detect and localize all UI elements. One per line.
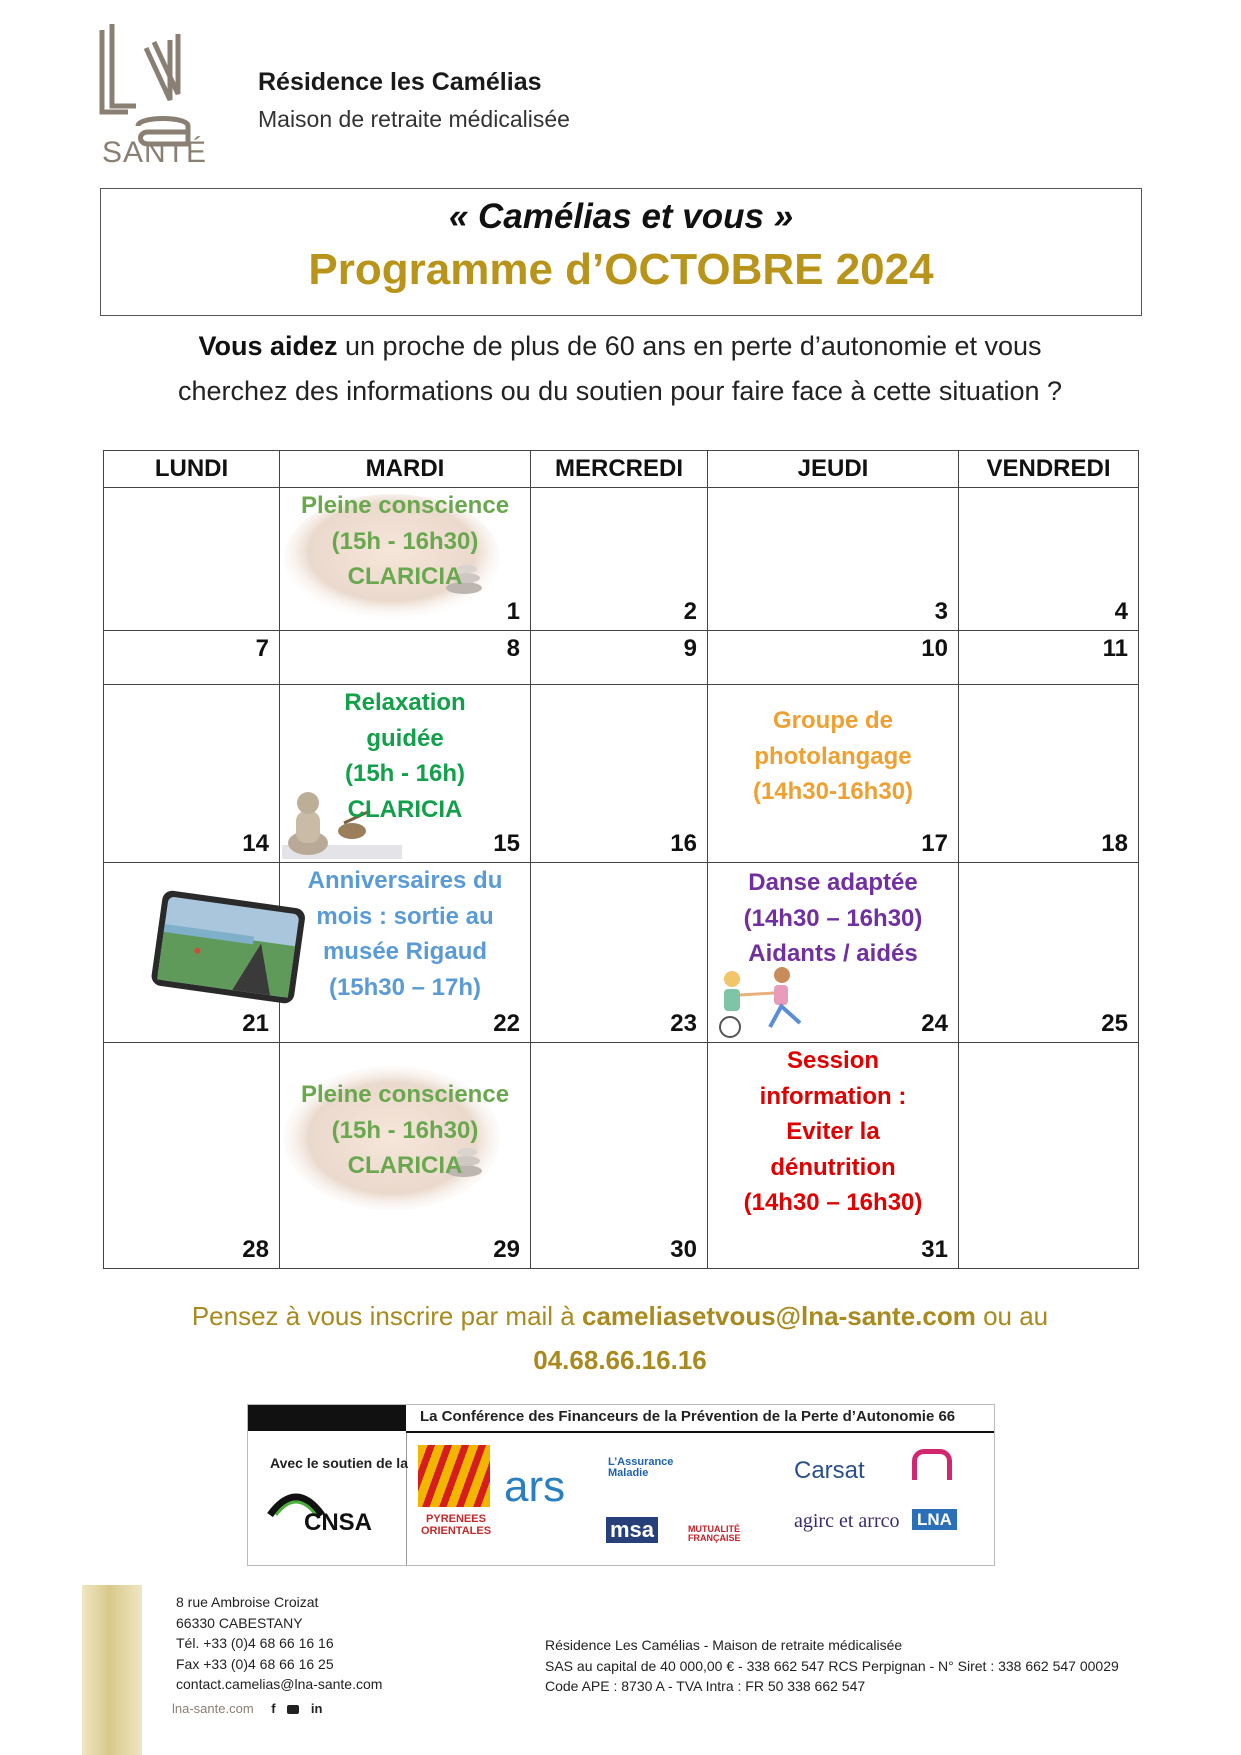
day-cell: [531, 1043, 708, 1269]
registration-text: [100, 1294, 1140, 1382]
day-header: MARDI: [280, 451, 531, 488]
program-title: Programme d’OCTOBRE 2024: [308, 245, 934, 294]
event-line: (15h30 – 17h): [328, 973, 482, 1001]
day-header: MERCREDI: [531, 451, 708, 488]
day-cell: [708, 488, 959, 631]
event-line: (15h - 16h30): [331, 1116, 479, 1144]
contact-email-link[interactable]: contact.camelias@lna-sante.com: [176, 1676, 383, 1692]
day-header: JEUDI: [708, 451, 959, 488]
day-cell: [280, 631, 531, 685]
legal-line: Code APE : 8730 A - TVA Intra : FR 50 338 662 547: [545, 1678, 866, 1694]
fax-line: Fax +33 (0)4 68 66 16 25: [176, 1655, 334, 1672]
event-line: (15h - 16h): [344, 760, 466, 787]
day-cell: [280, 685, 531, 863]
event-line: CLARICIA: [347, 563, 463, 590]
legal-line: Résidence Les Camélias - Maison de retraite médicalisée: [545, 1637, 903, 1653]
calendar-header-row: [104, 451, 1139, 488]
day-number: 17: [921, 830, 948, 857]
day-number: 21: [242, 1010, 269, 1037]
event-line: musée Rigaud: [322, 938, 488, 965]
day-number: 11: [1102, 635, 1128, 662]
event-photolangage: [708, 703, 958, 810]
title-box: [100, 188, 1142, 316]
day-cell: [531, 488, 708, 631]
event-line: dénutrition: [770, 1153, 896, 1181]
site-link[interactable]: lna-sante.com: [172, 1701, 254, 1716]
calendar-table: [103, 450, 1139, 1269]
event-line: mois : sortie au: [316, 902, 494, 930]
day-cell: [708, 1043, 959, 1269]
day-number: 3: [934, 598, 948, 625]
day-number: 14: [242, 830, 269, 857]
anah-logo-mark: [912, 1449, 952, 1480]
day-number: 10: [921, 635, 948, 662]
calendar-week: [104, 685, 1139, 863]
event-line: Relaxation: [344, 689, 466, 716]
footer-stripe: [82, 1585, 142, 1755]
day-cell: [708, 863, 959, 1043]
pyrenees-flag: [418, 1445, 490, 1507]
logo-carsat: Carsat: [794, 1457, 865, 1484]
day-cell: [959, 863, 1139, 1043]
day-number: 31: [921, 1236, 948, 1263]
intro-rest-2: cherchez des informations ou du soutien pour faire face à cette situation ?: [177, 376, 1063, 406]
day-header: LUNDI: [104, 451, 280, 488]
event-pleine-conscience: [280, 488, 530, 595]
banner-line: [406, 1431, 994, 1433]
event-line: (15h - 16h30): [331, 527, 479, 555]
event-line: Anniversaires du: [307, 867, 503, 894]
logo-cnsa: CNSA: [304, 1509, 373, 1536]
day-number: 18: [1101, 830, 1128, 857]
footer-legal: [545, 1635, 1119, 1697]
day-cell: [280, 863, 531, 1043]
event-pleine-conscience: [280, 1077, 530, 1184]
event-line: (14h30-16h30): [752, 778, 914, 805]
logo-ars: ars: [504, 1462, 566, 1511]
support-label: Avec le soutien de la: [270, 1455, 408, 1471]
intro-bold: Vous aidez: [198, 331, 338, 361]
banner-title: La Conférence des Financeurs de la Prévention de la Perte d’Autonomie 66: [420, 1408, 956, 1425]
event-anniversaires: [280, 863, 530, 1005]
event-session-information: [708, 1043, 958, 1221]
event-line: guidée: [366, 724, 444, 752]
event-line: Groupe de: [772, 707, 893, 734]
calendar-week: [104, 631, 1139, 685]
partners-banner: [247, 1404, 995, 1566]
day-cell: [531, 631, 708, 685]
legal-line: SAS au capital de 40 000,00 € - 338 662 547 RCS Perpignan - N° Siret : 338 662 547 00029: [545, 1657, 1119, 1674]
intro-rest-1: un proche de plus de 60 ans en perte d’autonomie et vous: [337, 331, 1042, 361]
event-line: Aidants / aidés: [748, 940, 918, 967]
banner-dark-bar: [248, 1405, 406, 1431]
logo-text: SANTÉ: [102, 136, 208, 169]
registration-text-2: ou au: [975, 1301, 1049, 1331]
calendar-week: [104, 863, 1139, 1043]
day-cell: [104, 488, 280, 631]
day-cell: [104, 631, 280, 685]
address-line: 66330 CABESTANY: [176, 1614, 303, 1631]
event-line: Pleine conscience: [300, 492, 510, 519]
registration-phone: 04.68.66.16.16: [533, 1345, 707, 1375]
program-subtitle: « Camélias et vous »: [448, 197, 794, 236]
phone-line: Tél. +33 (0)4 68 66 16 16: [176, 1635, 334, 1651]
event-line: (14h30 – 16h30): [743, 904, 923, 932]
day-number: 15: [493, 830, 520, 857]
day-cell: [104, 863, 280, 1043]
day-number: 9: [683, 635, 697, 662]
day-number: 28: [242, 1236, 269, 1263]
event-line: Pleine conscience: [300, 1081, 510, 1108]
day-number: 1: [506, 598, 520, 625]
day-cell: [280, 488, 531, 631]
day-cell: [959, 488, 1139, 631]
event-danse-adaptee: [708, 865, 958, 972]
logo-lna: LNA: [912, 1509, 957, 1530]
day-header: VENDREDI: [959, 451, 1139, 488]
day-cell: [531, 685, 708, 863]
linkedin-icon[interactable]: in: [310, 1701, 323, 1716]
residence-name: Résidence les Camélias: [258, 68, 542, 96]
event-line: information :: [759, 1082, 907, 1110]
day-number: 24: [921, 1010, 948, 1037]
registration-text-1: Pensez à vous inscrire par mail à: [191, 1301, 582, 1331]
day-number: 2: [683, 598, 697, 625]
banner-separator: [406, 1433, 407, 1565]
residence-subtitle: Maison de retraite médicalisée: [258, 106, 570, 132]
day-cell: [959, 1043, 1139, 1269]
logo-pyrenees-orientales: PYRENEES ORIENTALES: [420, 1513, 492, 1538]
youtube-icon[interactable]: [287, 1705, 299, 1714]
registration-email-link[interactable]: cameliasetvous@lna-sante.com: [582, 1301, 976, 1331]
day-number: 7: [255, 635, 269, 662]
event-line: photolangage: [754, 742, 912, 770]
logo-mutualite-francaise: MUTUALITÉ FRANÇAISE: [688, 1524, 741, 1543]
day-number: 25: [1101, 1010, 1128, 1037]
day-cell: [708, 631, 959, 685]
intro-text: [100, 324, 1140, 414]
footer-site: [172, 1701, 322, 1716]
calendar-week: [104, 488, 1139, 631]
event-line: Eviter la: [786, 1118, 880, 1145]
event-line: CLARICIA: [347, 1152, 463, 1179]
day-number: 8: [506, 635, 520, 662]
day-number: 16: [670, 830, 697, 857]
event-line: Danse adaptée: [748, 869, 918, 896]
day-cell: [708, 685, 959, 863]
day-number: 30: [670, 1236, 697, 1263]
logo-msa: msa: [606, 1517, 658, 1543]
day-number: 29: [493, 1236, 520, 1263]
day-number: 22: [493, 1010, 520, 1037]
event-line: CLARICIA: [347, 795, 463, 823]
day-cell: [280, 1043, 531, 1269]
facebook-icon[interactable]: f: [271, 1701, 276, 1716]
day-number: 23: [670, 1010, 697, 1037]
calendar-week: [104, 1043, 1139, 1269]
event-relaxation: [280, 685, 530, 827]
logo-agirc-arrco: agirc et arrco: [794, 1510, 900, 1532]
dancers-image: [710, 963, 820, 1039]
day-cell: [104, 685, 280, 863]
day-cell: [959, 631, 1139, 685]
logo-assurance-maladie: L’Assurance Maladie: [608, 1456, 674, 1479]
address-line: 8 rue Ambroise Croizat: [176, 1594, 319, 1610]
event-line: (14h30 – 16h30): [743, 1189, 923, 1216]
day-cell: [104, 1043, 280, 1269]
day-cell: [531, 863, 708, 1043]
day-number: 4: [1114, 598, 1128, 625]
footer-address: [176, 1592, 382, 1695]
event-line: Session: [786, 1047, 880, 1074]
day-cell: [959, 685, 1139, 863]
